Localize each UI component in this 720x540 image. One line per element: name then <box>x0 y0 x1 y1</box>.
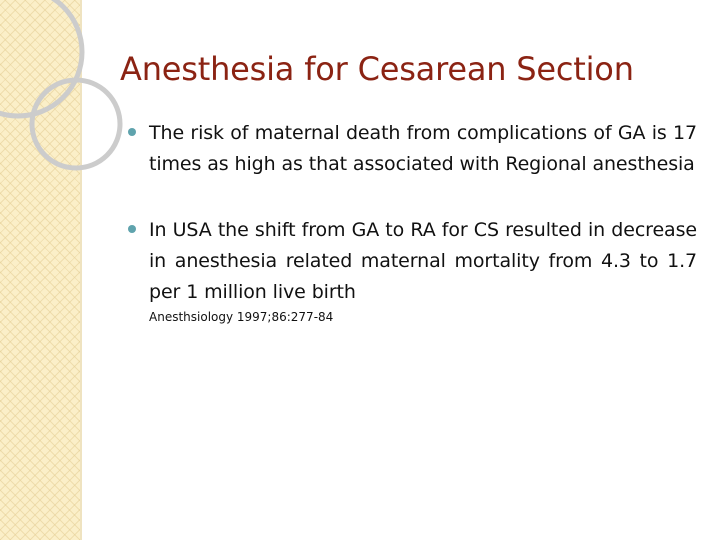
bullet-item-usa-shift <box>128 215 697 325</box>
citation: Anesthsiology 1997;86:277-84 <box>149 310 334 324</box>
bullet-dot-icon <box>128 128 136 136</box>
bullet-dot-icon <box>128 225 136 233</box>
bullet-text: The risk of maternal death from complications of GA is 17 times as high as that associated with Regional anesthesia <box>149 122 697 175</box>
decorative-ring-small <box>32 80 120 168</box>
slide-title: Anesthesia for Cesarean Section <box>120 50 634 88</box>
bullet-item-ga-risk <box>128 118 697 180</box>
decorative-rings <box>0 0 140 200</box>
bullet-text: In USA the shift from GA to RA for CS resulted in decrease in anesthesia related maternal mortality from 4.3 to 1.7 per 1 million live birth <box>149 219 697 303</box>
bullet-list <box>128 118 697 325</box>
slide-content <box>128 118 697 325</box>
